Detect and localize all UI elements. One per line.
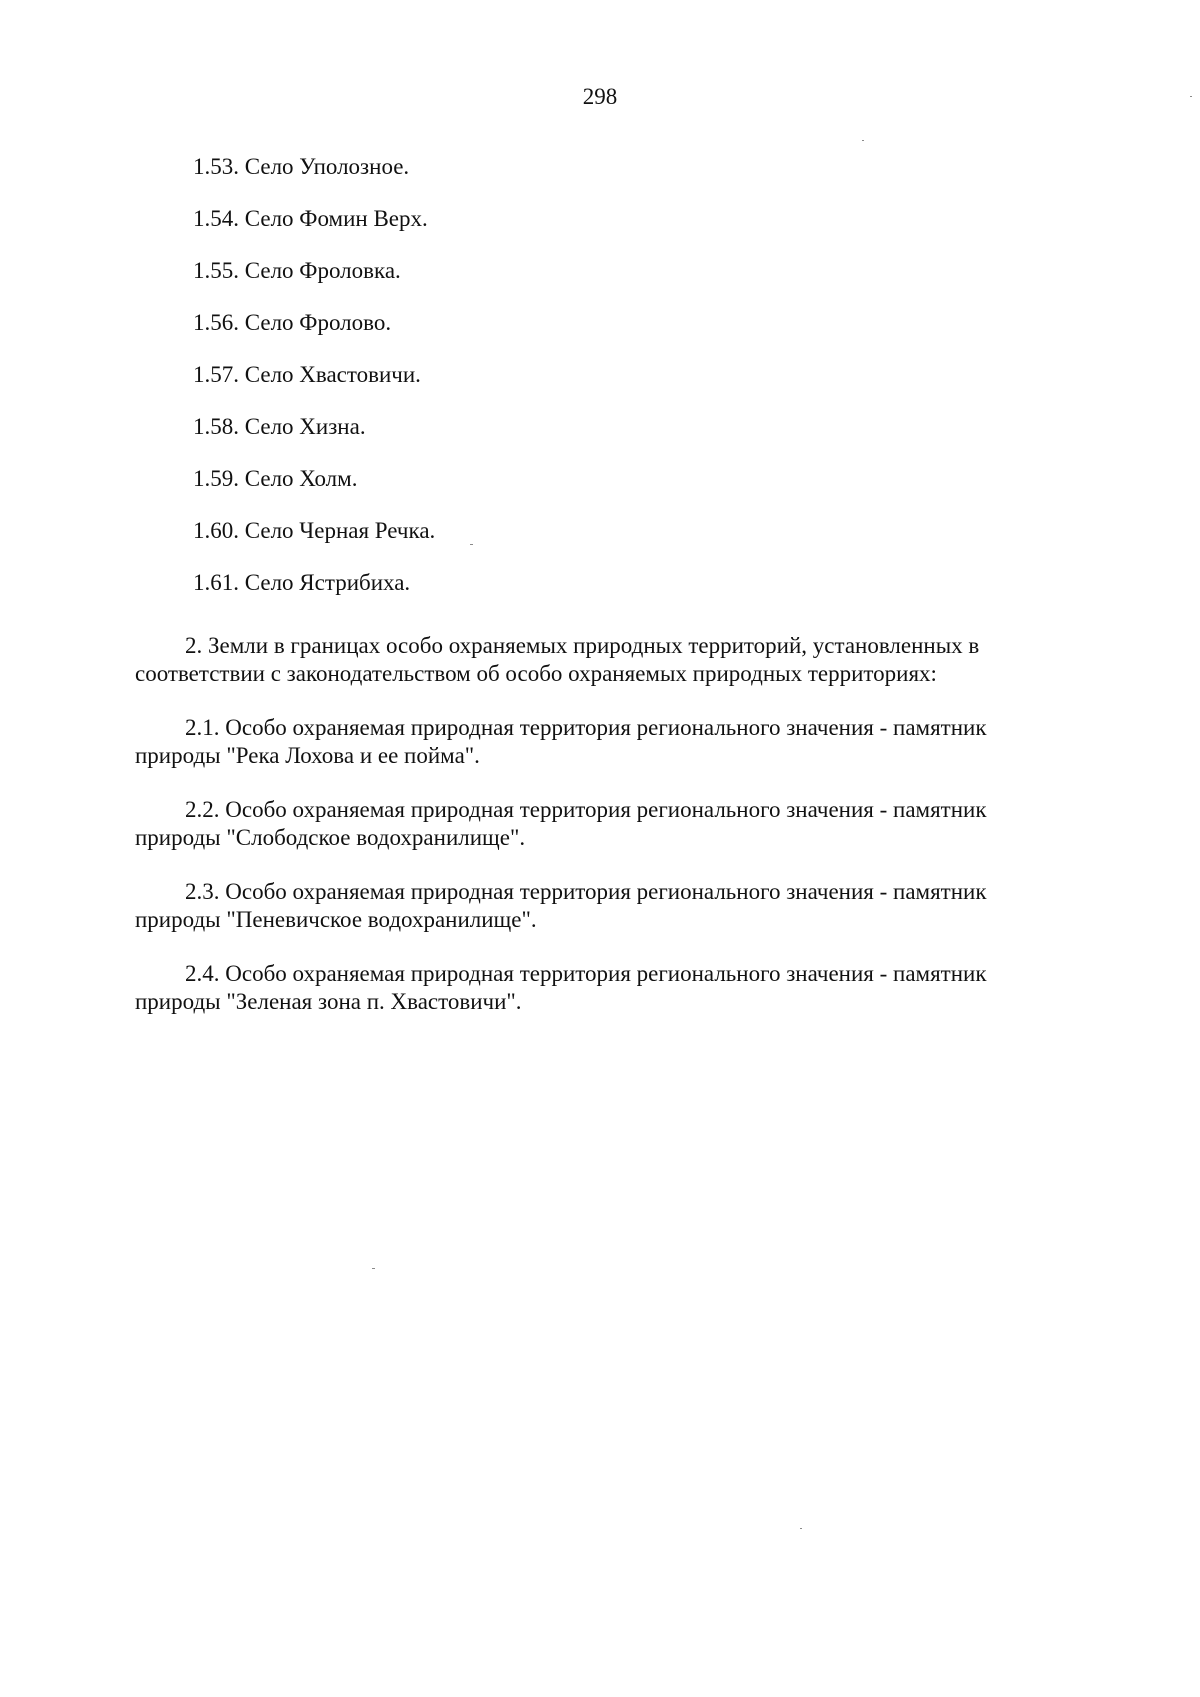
scan-speck <box>862 140 864 141</box>
paragraph-line: 2.1. Особо охраняемая природная территория регионального значения - памятник <box>185 715 987 740</box>
paragraph-line: 2. Земли в границах особо охраняемых природных территорий, установленных в <box>185 633 980 658</box>
section-paragraph <box>135 878 1070 934</box>
paragraph-line: природы "Пеневичское водохранилище". <box>135 907 537 932</box>
section-paragraph <box>135 632 1070 688</box>
section-paragraph <box>135 960 1070 1016</box>
paragraph-line: 2.4. Особо охраняемая природная территория регионального значения - памятник <box>185 961 987 986</box>
list-item: 1.61. Село Ястрибиха. <box>193 570 411 595</box>
scan-speck <box>470 544 473 545</box>
section-paragraph <box>135 714 1070 770</box>
paragraph-line: природы "Зеленая зона п. Хвастовичи". <box>135 989 522 1014</box>
page-number: 298 <box>582 84 618 109</box>
scan-speck <box>372 1268 375 1269</box>
list-item: 1.59. Село Холм. <box>193 466 358 491</box>
list-item: 1.53. Село Уполозное. <box>193 154 410 179</box>
list-item: 1.56. Село Фролово. <box>193 310 392 335</box>
list-item: 1.55. Село Фроловка. <box>193 258 401 283</box>
scan-speck <box>1190 96 1192 97</box>
paragraph-line: природы "Река Лохова и ее пойма". <box>135 743 480 768</box>
section-paragraph <box>135 796 1070 852</box>
list-item: 1.60. Село Черная Речка. <box>193 518 436 543</box>
protected-territories-section <box>135 632 1070 1042</box>
paragraph-line: соответствии с законодательством об особо охраняемых природных территориях: <box>135 661 937 686</box>
paragraph-line: природы "Слободское водохранилище". <box>135 825 526 850</box>
paragraph-line: 2.3. Особо охраняемая природная территория регионального значения - памятник <box>185 879 987 904</box>
list-item: 1.57. Село Хвастовичи. <box>193 362 421 387</box>
list-item: 1.54. Село Фомин Верх. <box>193 206 428 231</box>
scan-speck <box>800 1528 802 1529</box>
village-list <box>193 153 1093 621</box>
list-item: 1.58. Село Хизна. <box>193 414 366 439</box>
paragraph-line: 2.2. Особо охраняемая природная территория регионального значения - памятник <box>185 797 987 822</box>
